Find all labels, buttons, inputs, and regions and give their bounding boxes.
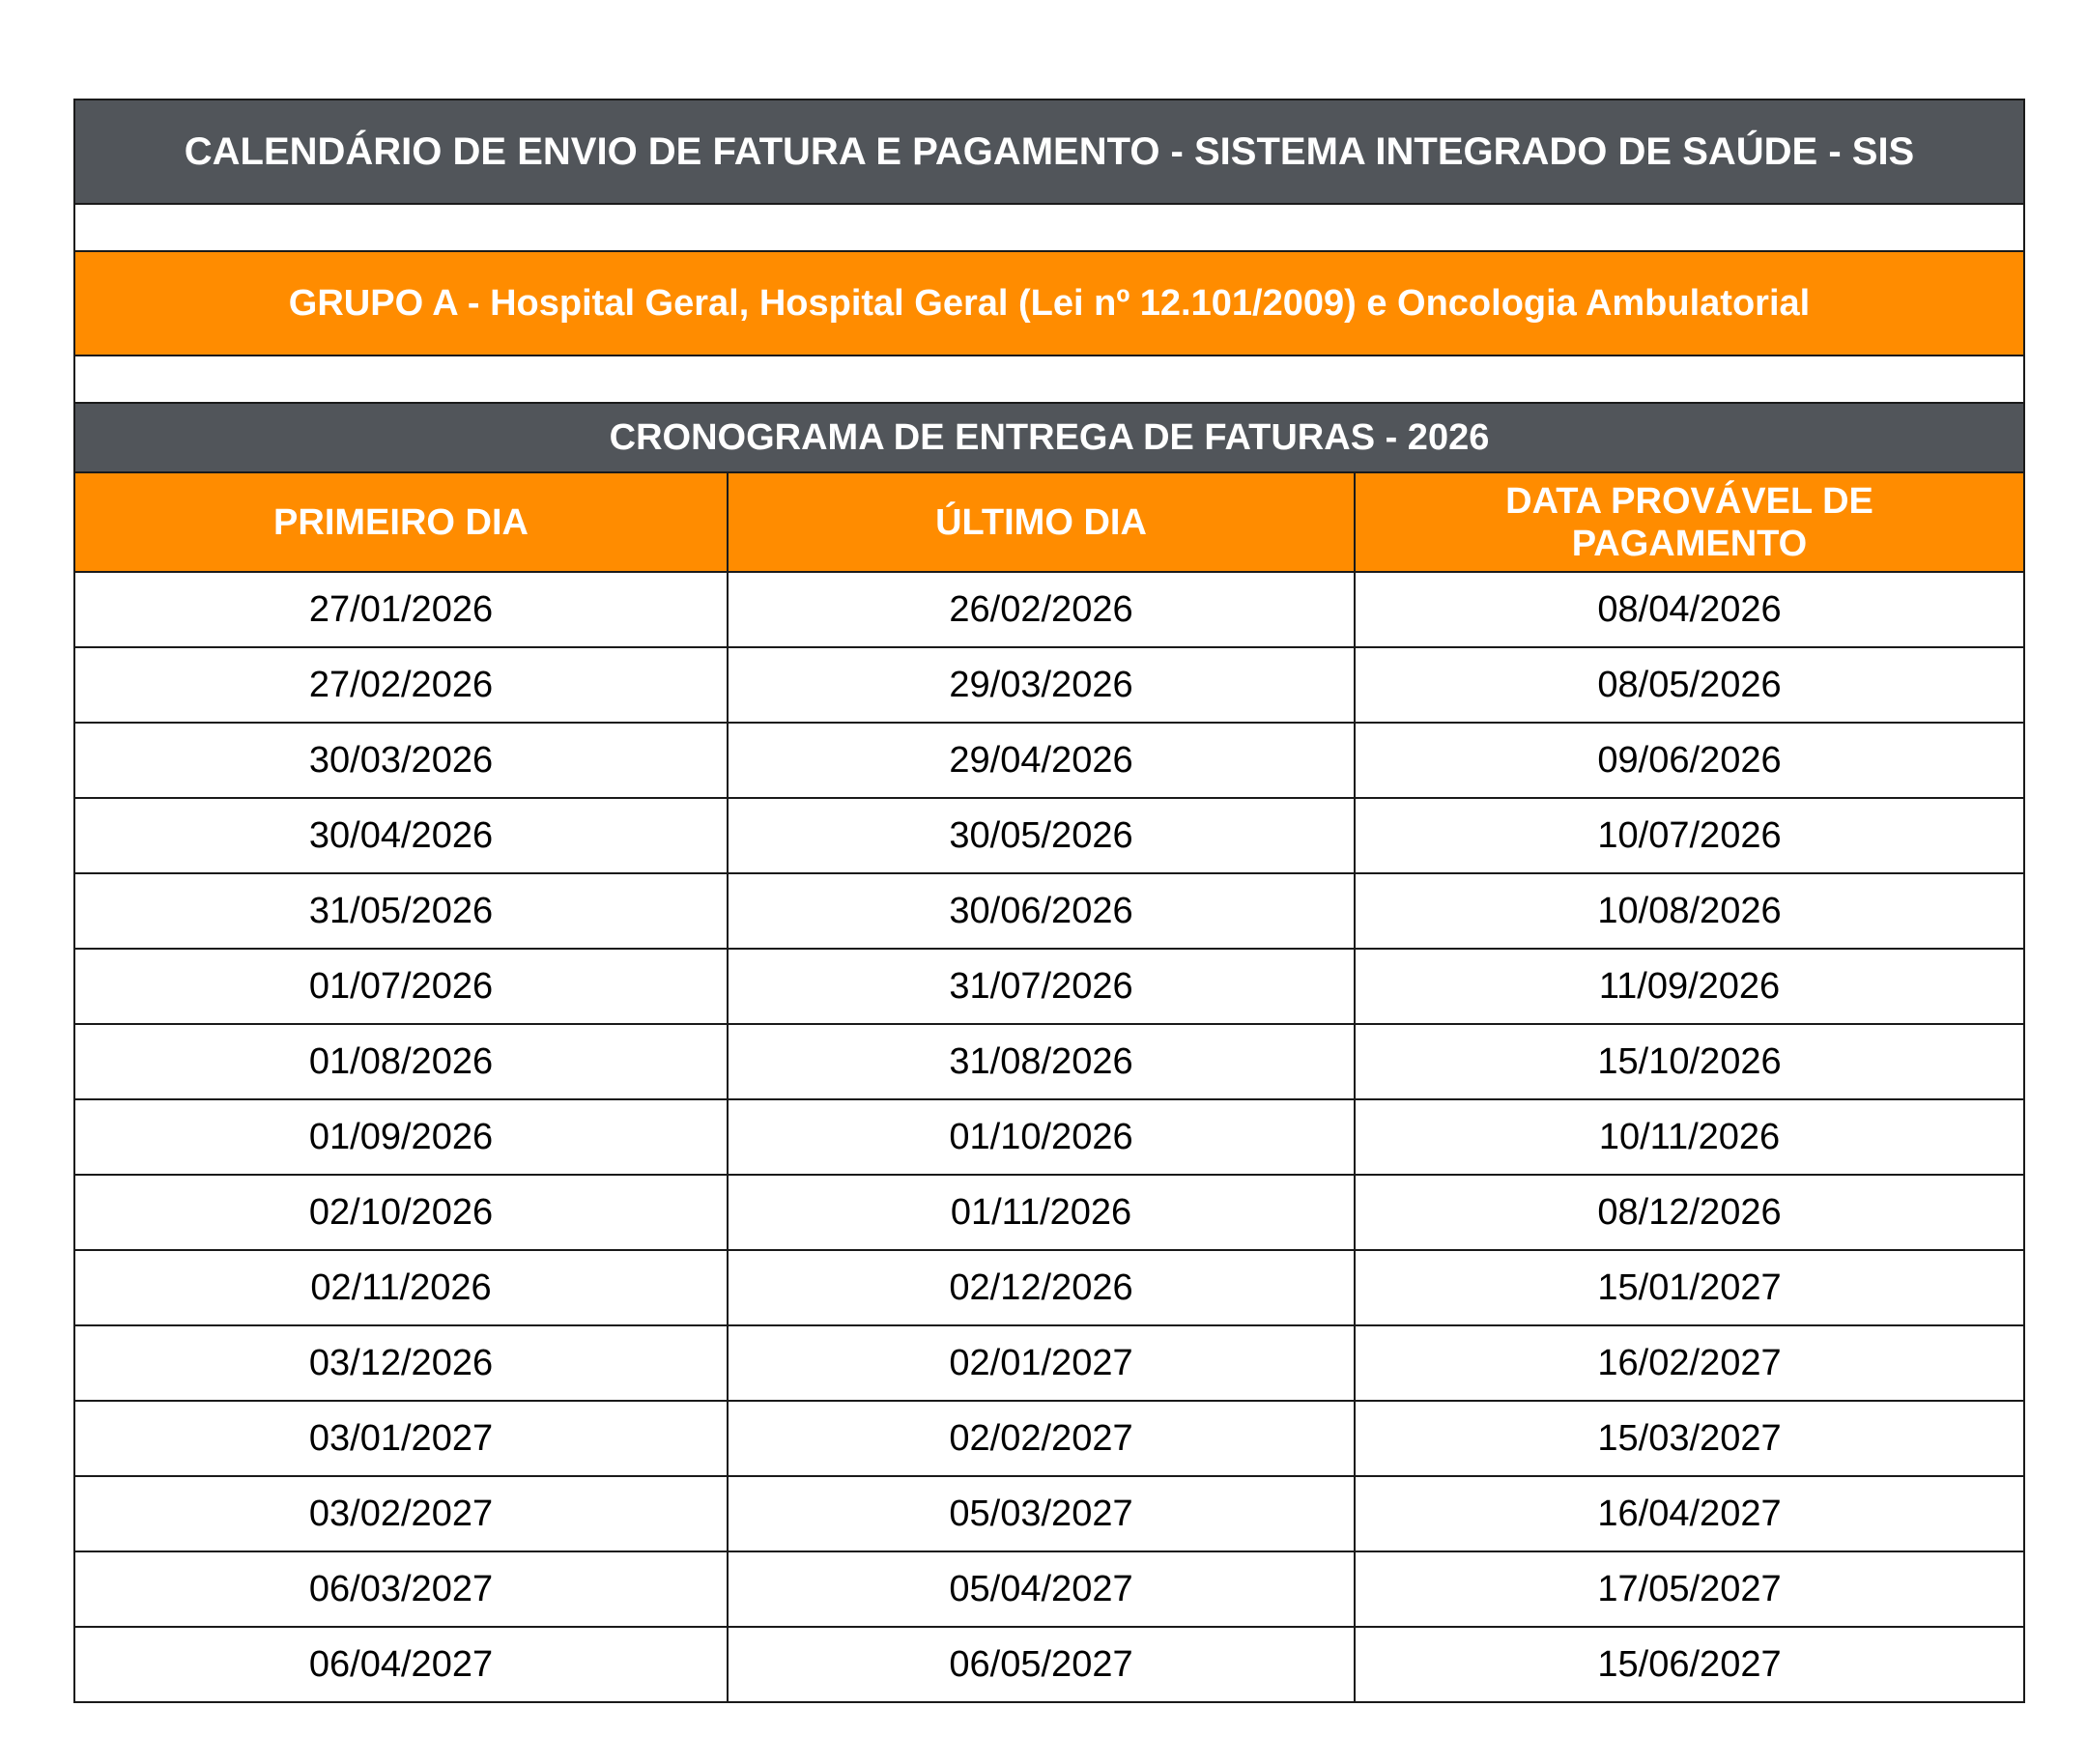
column-header-label: ÚLTIMO DIA [935,501,1147,543]
first-day-cell: 01/09/2026 [74,1099,728,1175]
table-row [74,798,2024,873]
payment-date-cell: 17/05/2027 [1355,1551,2024,1627]
first-day-cell: 31/05/2026 [74,873,728,949]
column-header-first-day [74,472,728,572]
first-day-cell: 30/04/2026 [74,798,728,873]
table-row [74,1627,2024,1702]
payment-date-cell: 08/04/2026 [1355,572,2024,647]
spacer-row [74,204,2024,251]
first-day-cell: 06/04/2027 [74,1627,728,1702]
column-header-label: PRIMEIRO DIA [273,501,529,543]
table-row [74,1551,2024,1627]
spacer-cell [74,204,2024,251]
column-header-row [74,472,2024,572]
last-day-cell: 05/03/2027 [728,1476,1355,1551]
first-day-cell: 01/07/2026 [74,949,728,1024]
first-day-cell: 02/11/2026 [74,1250,728,1325]
title-row [74,100,2024,204]
payment-date-cell: 08/05/2026 [1355,647,2024,723]
subtitle-row [74,403,2024,472]
payment-date-cell: 15/03/2027 [1355,1401,2024,1476]
table-row [74,572,2024,647]
group-row [74,251,2024,356]
first-day-cell: 02/10/2026 [74,1175,728,1250]
payment-date-cell: 16/04/2027 [1355,1476,2024,1551]
last-day-cell: 31/07/2026 [728,949,1355,1024]
table-row [74,1325,2024,1401]
last-day-cell: 29/03/2026 [728,647,1355,723]
last-day-cell: 01/10/2026 [728,1099,1355,1175]
table-row [74,949,2024,1024]
payment-date-cell: 16/02/2027 [1355,1325,2024,1401]
table-row [74,1250,2024,1325]
page-title: CALENDÁRIO DE ENVIO DE FATURA E PAGAMENTO - SISTEMA INTEGRADO DE SAÚDE - SIS [74,100,2024,204]
last-day-cell: 02/01/2027 [728,1325,1355,1401]
last-day-cell: 31/08/2026 [728,1024,1355,1099]
table-row [74,723,2024,798]
last-day-cell: 26/02/2026 [728,572,1355,647]
payment-date-cell: 11/09/2026 [1355,949,2024,1024]
payment-date-cell: 15/10/2026 [1355,1024,2024,1099]
payment-date-cell: 15/01/2027 [1355,1250,2024,1325]
table-row [74,1175,2024,1250]
payment-date-cell: 15/06/2027 [1355,1627,2024,1702]
payment-date-cell: 08/12/2026 [1355,1175,2024,1250]
first-day-cell: 06/03/2027 [74,1551,728,1627]
payment-date-cell: 10/11/2026 [1355,1099,2024,1175]
first-day-cell: 30/03/2026 [74,723,728,798]
payment-date-cell: 10/07/2026 [1355,798,2024,873]
payment-date-cell: 10/08/2026 [1355,873,2024,949]
table-row [74,1099,2024,1175]
calendar-table [73,99,2025,1703]
first-day-cell: 27/02/2026 [74,647,728,723]
spacer-row [74,356,2024,403]
last-day-cell: 05/04/2027 [728,1551,1355,1627]
table-row [74,1476,2024,1551]
first-day-cell: 03/01/2027 [74,1401,728,1476]
payment-date-cell: 09/06/2026 [1355,723,2024,798]
calendar-sheet [73,99,2023,1703]
table-row [74,1401,2024,1476]
table-row [74,873,2024,949]
first-day-cell: 01/08/2026 [74,1024,728,1099]
table-row [74,647,2024,723]
column-header-payment-date [1355,472,2024,572]
group-title: GRUPO A - Hospital Geral, Hospital Geral (Lei nº 12.101/2009) e Oncologia Ambulatorial [74,251,2024,356]
schedule-subtitle: CRONOGRAMA DE ENTREGA DE FATURAS - 2026 [74,403,2024,472]
last-day-cell: 30/06/2026 [728,873,1355,949]
last-day-cell: 02/02/2027 [728,1401,1355,1476]
last-day-cell: 06/05/2027 [728,1627,1355,1702]
last-day-cell: 29/04/2026 [728,723,1355,798]
first-day-cell: 27/01/2026 [74,572,728,647]
column-header-last-day [728,472,1355,572]
table-row [74,1024,2024,1099]
last-day-cell: 30/05/2026 [728,798,1355,873]
last-day-cell: 01/11/2026 [728,1175,1355,1250]
column-header-label: DATA PROVÁVEL DE PAGAMENTO [1505,480,1873,564]
first-day-cell: 03/02/2027 [74,1476,728,1551]
spacer-cell [74,356,2024,403]
first-day-cell: 03/12/2026 [74,1325,728,1401]
last-day-cell: 02/12/2026 [728,1250,1355,1325]
